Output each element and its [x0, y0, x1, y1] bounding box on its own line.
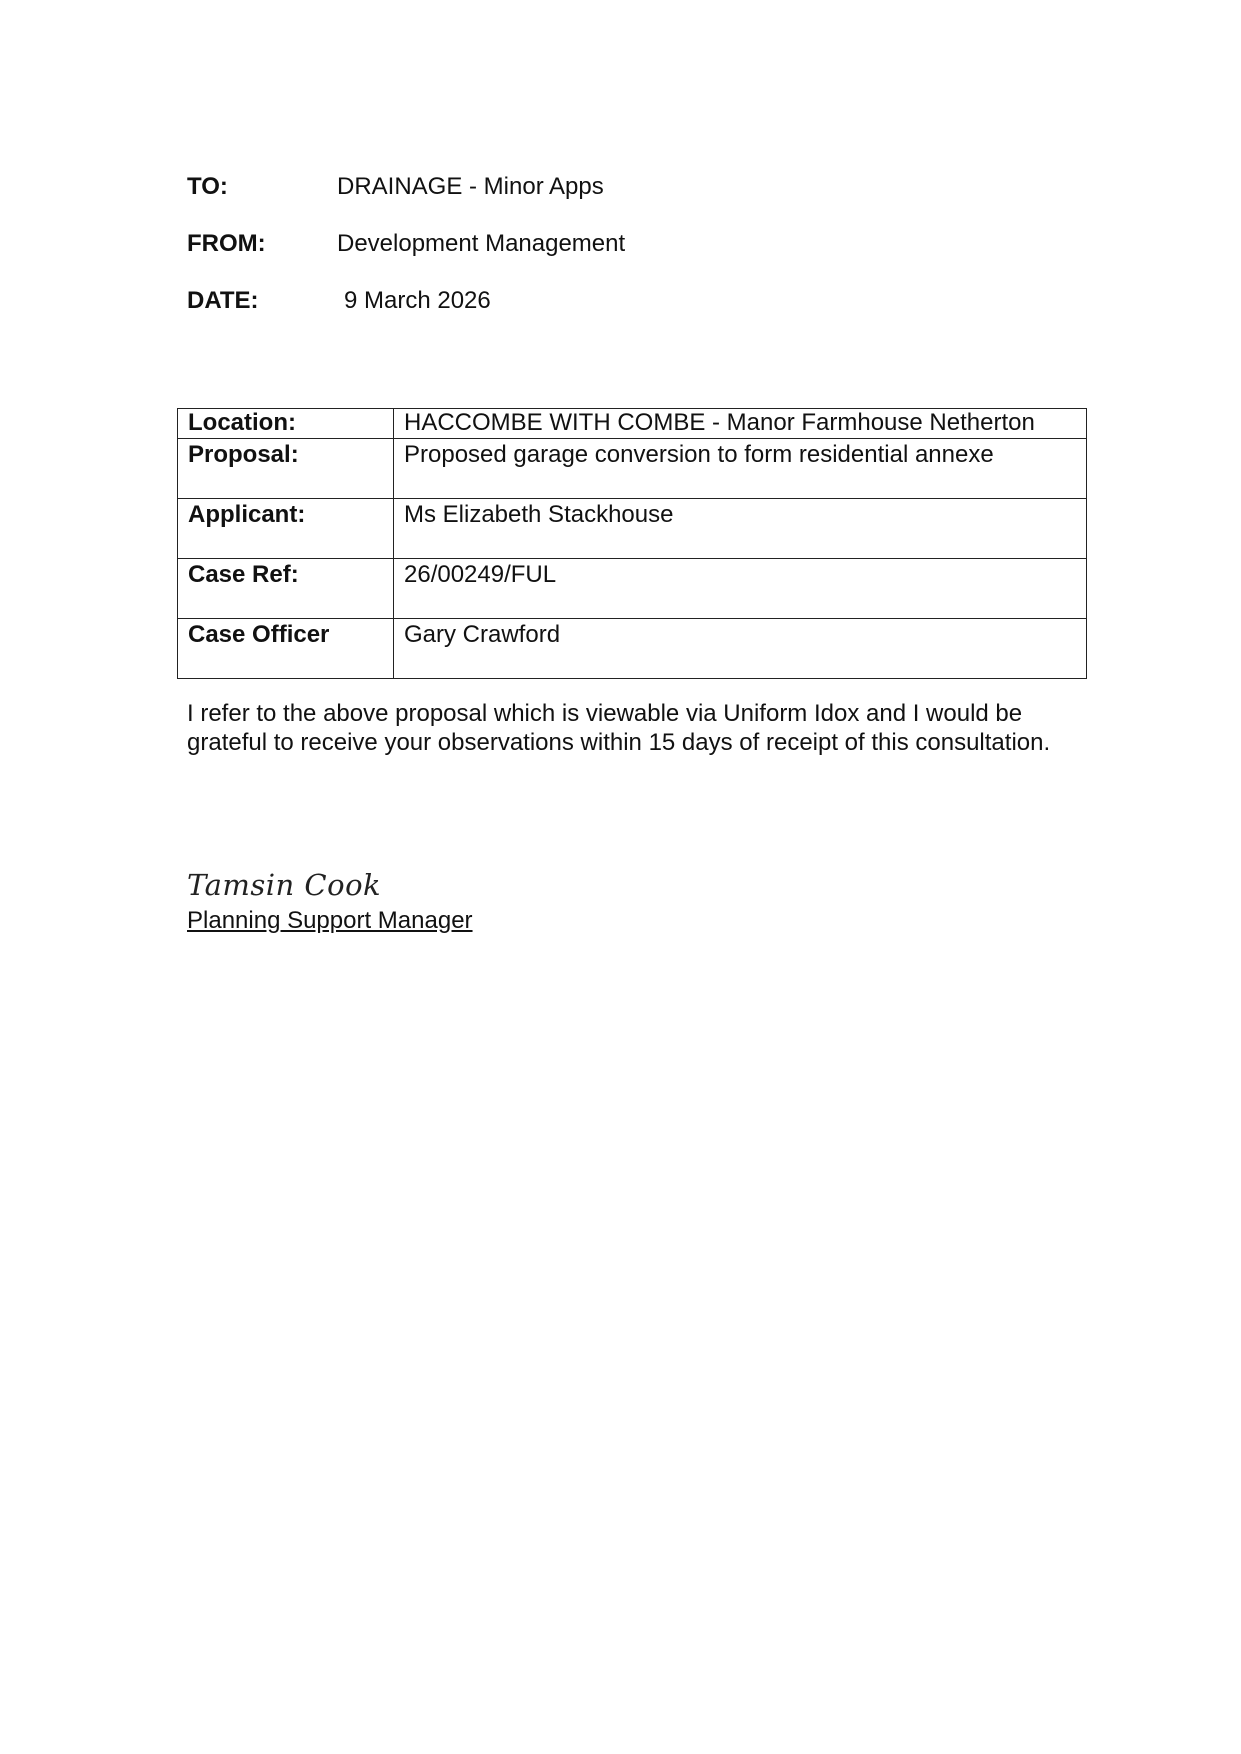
- table-row-case-ref: [178, 559, 1087, 619]
- location-label: Location:: [178, 409, 394, 439]
- table-row-proposal: [178, 439, 1087, 499]
- table-row-case-officer: [178, 619, 1087, 679]
- signature: Tamsin Cook: [187, 868, 382, 902]
- applicant-label: Applicant:: [178, 499, 394, 559]
- table-row-location: [178, 409, 1087, 439]
- application-details-table: [177, 408, 1087, 679]
- from-value: Development Management: [337, 230, 626, 257]
- proposal-value: Proposed garage conversion to form residential annexe: [394, 439, 1087, 499]
- from-label: FROM:: [187, 230, 266, 257]
- case-officer-label: Case Officer: [178, 619, 394, 679]
- case-officer-value: Gary Crawford: [394, 619, 1087, 679]
- location-value: HACCOMBE WITH COMBE - Manor Farmhouse Netherton: [394, 409, 1087, 439]
- case-ref-value: 26/00249/FUL: [394, 559, 1087, 619]
- applicant-value: Ms Elizabeth Stackhouse: [394, 499, 1087, 559]
- to-value: DRAINAGE - Minor Apps: [337, 173, 604, 200]
- consultation-paragraph: I refer to the above proposal which is viewable via Uniform Idox and I would be grateful to receive your observations within 15 days of receipt of this consultation.: [187, 700, 1051, 756]
- to-label: TO:: [187, 173, 228, 200]
- proposal-label: Proposal:: [178, 439, 394, 499]
- table-row-applicant: [178, 499, 1087, 559]
- case-ref-label: Case Ref:: [178, 559, 394, 619]
- date-value: 9 March 2026: [344, 287, 491, 314]
- signatory-title: Planning Support Manager: [187, 907, 473, 934]
- date-label: DATE:: [187, 287, 259, 314]
